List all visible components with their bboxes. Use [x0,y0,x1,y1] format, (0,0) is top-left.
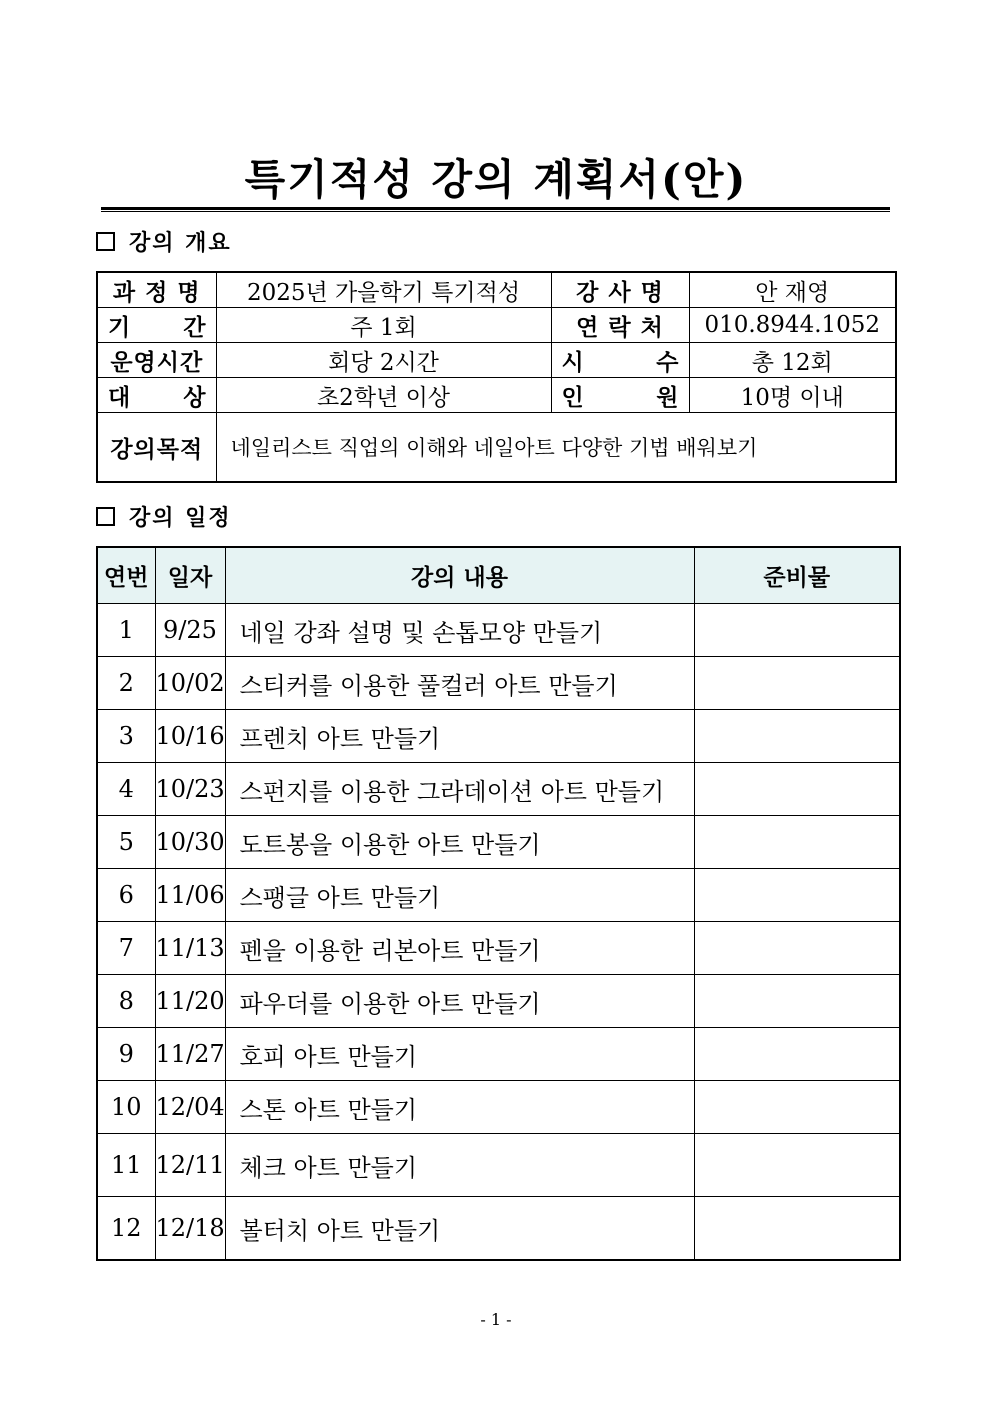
row-date: 10/02 [155,657,225,710]
row-materials [694,1081,900,1134]
overview-section-heading [96,226,232,256]
table-row [97,657,900,710]
row-date: 9/25 [155,604,225,657]
row-content: 스팽글 아트 만들기 [225,869,694,922]
capacity-label [551,378,689,413]
overview-heading-text: 강의 개요 [129,229,232,256]
row-number: 1 [97,604,155,657]
row-number: 3 [97,710,155,763]
row-number: 6 [97,869,155,922]
row-materials [694,657,900,710]
table-row [97,869,900,922]
purpose-value: 네일리스트 직업의 이해와 네일아트 다양한 기법 배워보기 [216,413,896,483]
row-date: 11/20 [155,975,225,1028]
row-number: 10 [97,1081,155,1134]
document-title: 특기적성 강의 계획서(안) [244,155,748,204]
row-materials [694,710,900,763]
column-header-date: 일자 [155,547,225,604]
period-label [97,308,216,343]
capacity-label-part: 원 [656,383,679,411]
row-content: 스톤 아트 만들기 [225,1081,694,1134]
table-row [97,816,900,869]
row-content: 프렌치 아트 만들기 [225,710,694,763]
row-content: 스펀지를 이용한 그라데이션 아트 만들기 [225,763,694,816]
column-header-content: 강의 내용 [225,547,694,604]
row-date: 10/16 [155,710,225,763]
checkbox-square-icon [96,232,115,251]
sessions-label-part: 수 [656,348,679,376]
instructor-label: 강 사 명 [551,272,689,308]
row-materials [694,816,900,869]
row-materials [694,604,900,657]
table-row [97,1197,900,1261]
row-date: 10/23 [155,763,225,816]
row-number: 7 [97,922,155,975]
row-number: 5 [97,816,155,869]
period-label-part: 기 [108,313,131,341]
hours-label: 운영시간 [97,343,216,378]
row-date: 12/11 [155,1134,225,1197]
column-header-materials: 준비물 [694,547,900,604]
contact-value: 010.8944.1052 [689,308,896,343]
row-date: 12/18 [155,1197,225,1261]
row-number: 2 [97,657,155,710]
row-date: 10/30 [155,816,225,869]
row-materials [694,869,900,922]
row-content: 체크 아트 만들기 [225,1134,694,1197]
row-content: 스티커를 이용한 풀컬러 아트 만들기 [225,657,694,710]
row-date: 11/06 [155,869,225,922]
course-name-value: 2025년 가을학기 특기적성 [216,272,551,308]
row-materials [694,975,900,1028]
row-content: 파우더를 이용한 아트 만들기 [225,975,694,1028]
overview-row [97,413,896,483]
course-overview-table [96,271,897,483]
target-value: 초2학년 이상 [216,378,551,413]
row-date: 11/13 [155,922,225,975]
page-number: - 1 - [480,1310,512,1329]
row-number: 8 [97,975,155,1028]
row-number: 12 [97,1197,155,1261]
table-row [97,710,900,763]
overview-row [97,343,896,378]
sessions-value: 총 12회 [689,343,896,378]
overview-row [97,308,896,343]
table-row [97,1081,900,1134]
row-number: 9 [97,1028,155,1081]
sessions-label [551,343,689,378]
table-row [97,1028,900,1081]
schedule-header-row [97,547,900,604]
schedule-heading-text: 강의 일정 [129,504,232,531]
schedule-section-heading [96,501,232,531]
target-label-part: 대 [108,383,131,411]
row-date: 12/04 [155,1081,225,1134]
overview-row [97,272,896,308]
purpose-label: 강의목적 [97,413,216,483]
row-content: 호피 아트 만들기 [225,1028,694,1081]
column-header-number: 연번 [97,547,155,604]
row-number: 11 [97,1134,155,1197]
contact-label: 연 락 처 [551,308,689,343]
capacity-value: 10명 이내 [689,378,896,413]
table-row [97,604,900,657]
row-materials [694,1134,900,1197]
overview-row [97,378,896,413]
row-content: 네일 강좌 설명 및 손톱모양 만들기 [225,604,694,657]
row-number: 4 [97,763,155,816]
sessions-label-part: 시 [561,348,584,376]
capacity-label-part: 인 [561,383,584,411]
period-label-part: 간 [183,313,206,341]
row-materials [694,1197,900,1261]
checkbox-square-icon [96,507,115,526]
lecture-schedule-table [96,546,901,1261]
target-label [97,378,216,413]
table-row [97,922,900,975]
row-content: 펜을 이용한 리본아트 만들기 [225,922,694,975]
row-materials [694,1028,900,1081]
table-row [97,975,900,1028]
row-materials [694,922,900,975]
course-name-label: 과 정 명 [97,272,216,308]
title-double-rule [101,207,890,212]
target-label-part: 상 [183,383,206,411]
period-value: 주 1회 [216,308,551,343]
row-content: 도트봉을 이용한 아트 만들기 [225,816,694,869]
row-date: 11/27 [155,1028,225,1081]
instructor-value: 안 재영 [689,272,896,308]
table-row [97,1134,900,1197]
row-content: 볼터치 아트 만들기 [225,1197,694,1261]
hours-value: 회당 2시간 [216,343,551,378]
row-materials [694,763,900,816]
table-row [97,763,900,816]
